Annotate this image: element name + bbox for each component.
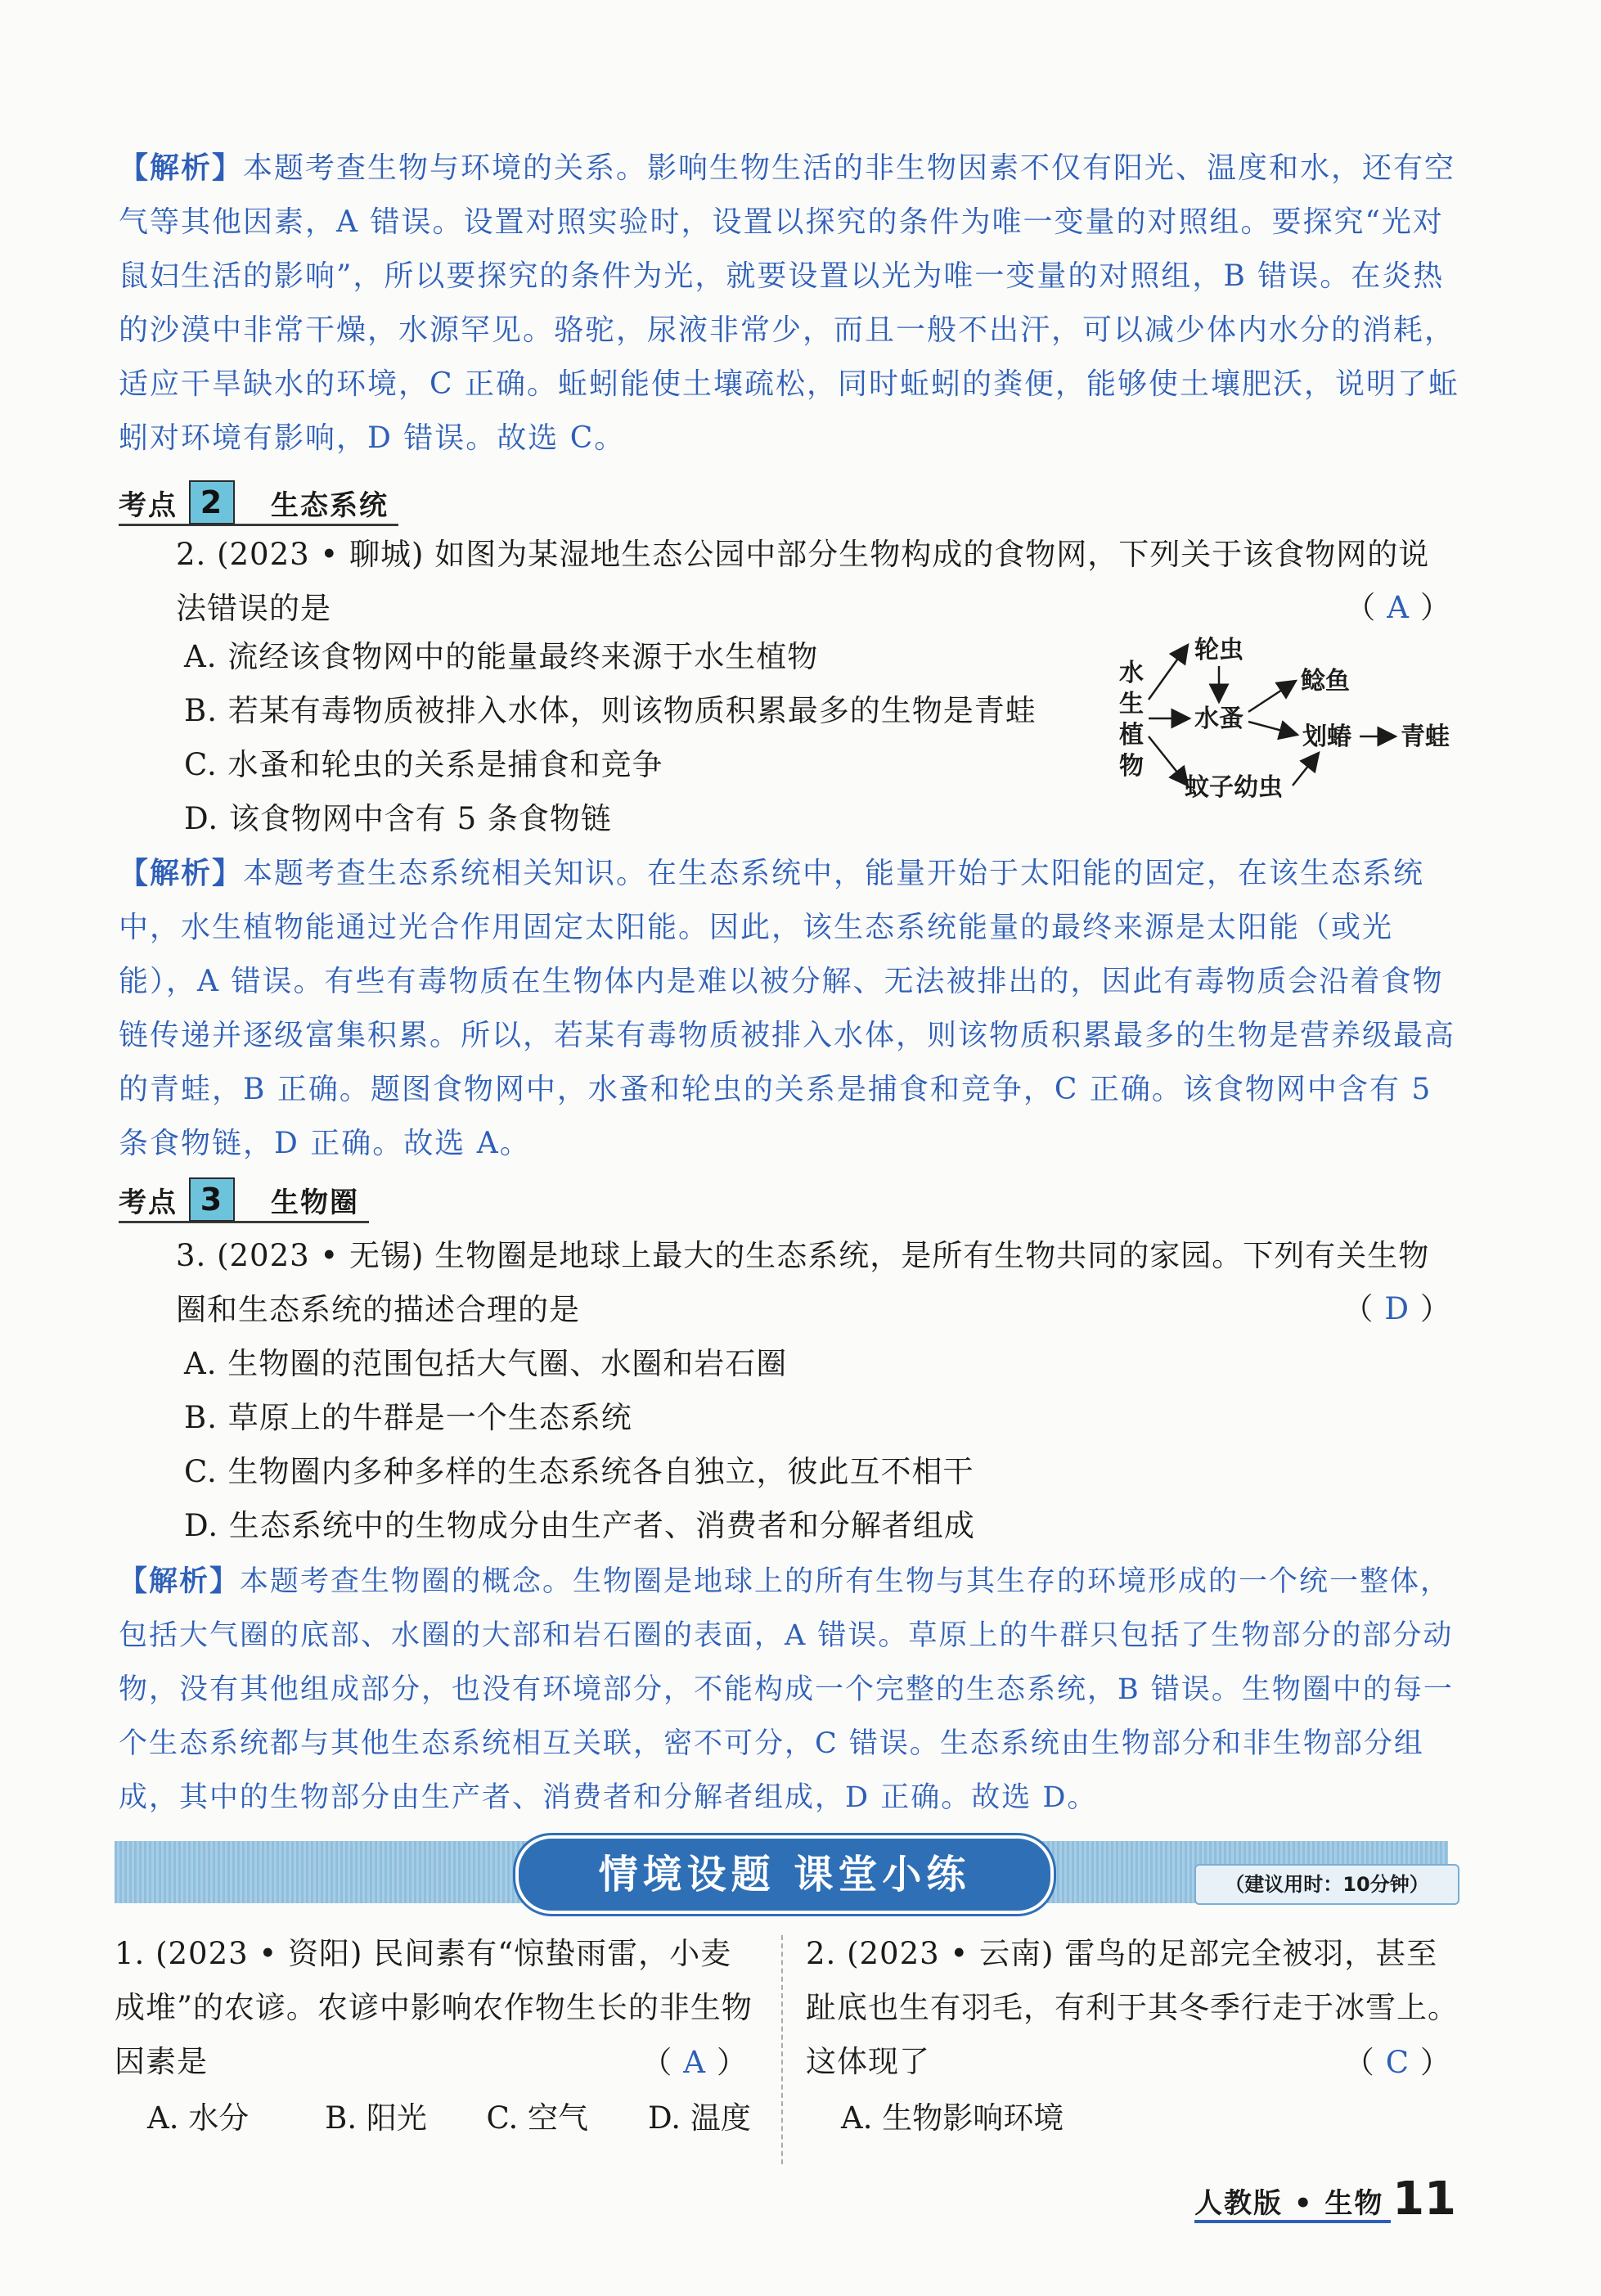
explanation-1 [119, 141, 1460, 466]
arrow-plant-rotifer [1149, 645, 1188, 700]
suggested-time-note: （建议用时：10分钟） [1194, 1864, 1459, 1905]
explanation-tag: 【解析】 [119, 151, 244, 185]
section-number-badge: 3 [189, 1177, 235, 1222]
explanation-tag: 【解析】 [119, 1564, 241, 1598]
node-frog: 青蛙 [1401, 723, 1450, 751]
banner-title: 情境设题 课堂小练 [515, 1835, 1054, 1914]
explanation-text: 本题考查生物圈的概念。生物圈是地球上的所有生物与其生存的环境形成的一个统一整体，包括大气圈的底部、水圈的大部和岩石圈的表面，A 错误。草原上的牛群只包括了生物部分的部分动物，没有其他组成部分，也没有环境部分，不能构成一个完整的生态系统，B 错误。生物圈中的每一个生态系统都与其他生态系统相互关联，密不可分，C 错误。生态系统由生物部分和非生物部分组成，其中的生物部分由生产者、消费者和分解者组成，D 正确。故选 D。 [119, 1565, 1454, 1814]
node-rotifer: 轮虫 [1194, 636, 1243, 664]
answer-bracket-q2: （A） [1345, 590, 1462, 625]
column-divider [781, 1935, 783, 2164]
section-number-badge: 2 [189, 480, 235, 524]
edition-label: 人教版 • 生物 [1194, 2187, 1384, 2220]
answer-value: C [1385, 2045, 1420, 2080]
question-text: 2. (2023 • 聊城) 如图为某湿地生态公园中部分生物构成的食物网，下列关于该食物网的说法错误的是 [176, 537, 1430, 626]
producer-char-3: 植 [1119, 721, 1144, 750]
section-title: 生物圈 [271, 1186, 359, 1219]
arrow-mosquito-waterbug [1293, 753, 1319, 786]
option-b: B. 草原上的牛群是一个生态系统 [184, 1400, 632, 1435]
arrow-daphnia-waterbug [1248, 722, 1297, 735]
practice1-options [147, 2091, 769, 2145]
explanation-3 [119, 1555, 1460, 1825]
section-label: 考点 [119, 488, 178, 522]
question-3-stem [119, 1229, 1460, 1337]
page-number: 11 [1392, 2172, 1456, 2226]
section-heading-2 [119, 481, 398, 526]
section-title: 生态系统 [271, 488, 389, 522]
explanation-2 [119, 846, 1460, 1171]
answer-bracket-q3: （D） [1342, 1291, 1462, 1326]
answer-bracket-p1: （A） [641, 2045, 758, 2080]
node-catfish: 鲶鱼 [1301, 667, 1350, 696]
option-d: D. 生态系统中的生物成分由生产者、消费者和分解者组成 [184, 1508, 975, 1543]
producer-char-1: 水 [1119, 659, 1144, 687]
option-c: C. 空气 [486, 2100, 589, 2136]
section-label: 考点 [119, 1186, 178, 1219]
question-text: 3. (2023 • 无锡) 生物圈是地球上最大的生态系统，是所有生物共同的家园。下列有关生物圈和生态系统的描述合理的是 [176, 1238, 1430, 1327]
option-b: B. 阳光 [325, 2100, 427, 2136]
option-b: B. 若某有毒物质被排入水体，则该物质积累最多的生物是青蛙 [184, 693, 1037, 728]
node-mosquito-larva: 蚊子幼虫 [1185, 773, 1283, 802]
option-c: C. 水蚤和轮虫的关系是捕食和竞争 [184, 747, 663, 782]
question-text: 2. (2023 • 云南) 雷鸟的足部完全被羽，甚至趾底也生有羽毛，有利于其冬季行走于冰雪上。这体现了 [806, 1936, 1459, 2079]
answer-value: A [683, 2045, 717, 2080]
node-water-bug: 划蝽 [1302, 723, 1351, 751]
producer-char-2: 生 [1119, 690, 1144, 718]
answer-value: D [1384, 1291, 1420, 1326]
answer-bracket-p2: （C） [1343, 2045, 1462, 2080]
question-2-stem [119, 528, 1460, 636]
option-a: A. 水分 [147, 2100, 250, 2136]
node-daphnia: 水蚤 [1194, 705, 1243, 733]
arrow-plant-mosquito [1149, 736, 1188, 786]
explanation-tag: 【解析】 [119, 856, 244, 890]
explanation-text: 本题考查生物与环境的关系。影响生物生活的非生物因素不仅有阳光、温度和水，还有空气等其他因素，A 错误。设置对照实验时，设置以探究的条件为唯一变量的对照组。要探究“光对鼠妇生活的影响”，所以要探究的条件为光，就要设置以光为唯一变量的对照组，B 错误。在炎热的沙漠中非常干燥，水源罕见。骆驼，尿液非常少，而且一般不出汗，可以减少体内水分的消耗，适应干旱缺水的环境，C 正确。蚯蚓能使土壤疏松，同时蚯蚓的粪便，能够使土壤肥沃，说明了蚯蚓对环境有影响，D 错误。故选 C。 [119, 151, 1459, 455]
option-d: D. 该食物网中含有 5 条食物链 [184, 801, 612, 836]
question-text: 1. (2023 • 资阳) 民间素有“惊蛰雨雷，小麦成堆”的农谚。农谚中影响农作物生长的非生物因素是 [115, 1936, 753, 2079]
producer-char-4: 物 [1119, 752, 1144, 781]
option-a: A. 生物影响环境 [841, 2100, 1064, 2136]
option-c: C. 生物圈内多种多样的生态系统各自独立，彼此互不相干 [184, 1454, 974, 1489]
answer-value: A [1387, 590, 1420, 625]
option-a: A. 流经该食物网中的能量最终来源于水生植物 [184, 639, 819, 674]
option-a: A. 生物圈的范围包括大气圈、水圈和岩石圈 [184, 1346, 788, 1381]
arrow-daphnia-catfish [1248, 681, 1296, 712]
page-footer [1194, 2172, 1464, 2230]
explanation-text: 本题考查生态系统相关知识。在生态系统中，能量开始于太阳能的固定，在该生态系统中，水生植物能通过光合作用固定太阳能。因此，该生态系统能量的最终来源是太阳能（或光能），A 错误。有些有毒物质在生物体内是难以被分解、无法被排出的，因此有毒物质会沿着食物链传递并逐级富集积累。所以，若某有毒物质被排入水体，则该物质积累最多的生物是营养级最高的青蛙，B 正确。题图食物网中，水蚤和轮虫的关系是捕食和竞争，C 正确。该食物网中含有 5 条食物链，D 正确。故选 A。 [119, 857, 1456, 1160]
option-d: D. 温度 [647, 2100, 751, 2136]
food-web-diagram [1113, 630, 1464, 810]
section-heading-3 [119, 1178, 369, 1223]
footer-underline [1194, 2220, 1391, 2223]
